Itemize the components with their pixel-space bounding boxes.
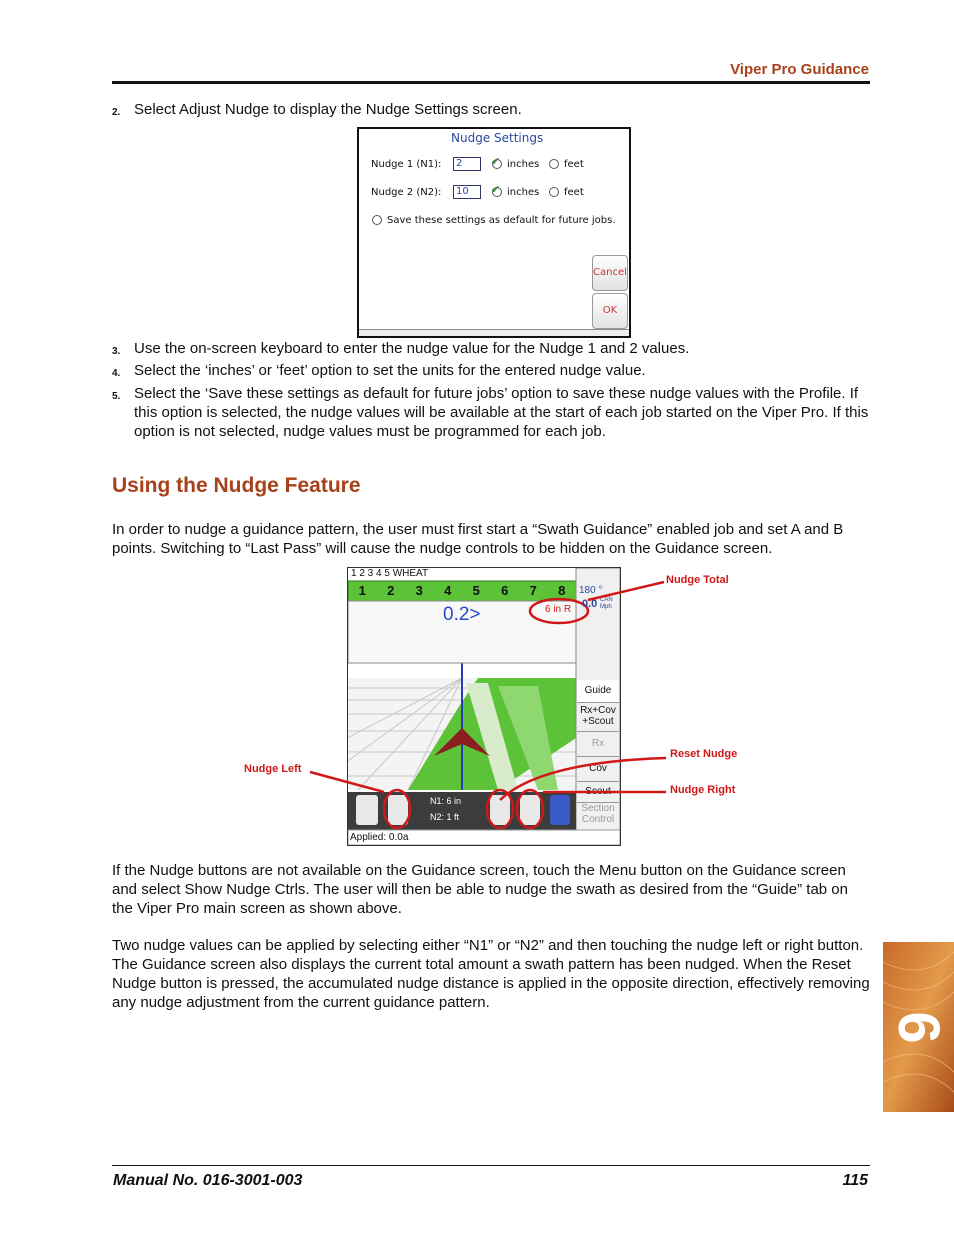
callout-reset-nudge: Reset Nudge [670,748,738,760]
step-number: 5. [112,391,121,402]
nudge2-label: Nudge 2 (N2): [371,187,442,198]
tab-section-control[interactable]: Section Control [581,803,615,825]
step-text: Select the ‘Save these settings as default for future jobs’ option to save these nudge values with the Profile. If this option is selected, the nudge values will be available at the start of each job started on the Viper Pro. If this option is not selected, nudge values must be programmed for each job. [134,385,869,440]
row-number[interactable]: 6 [501,583,509,598]
speed-readout: 0.0 [582,598,598,610]
offset-readout: 0.2> [443,604,481,625]
callout-nudge-right: Nudge Right [670,784,736,796]
tab-scout[interactable]: Scout [577,782,619,803]
step-number: 3. [112,346,121,357]
manual-number: Manual No. 016-3001-003 [113,1172,303,1189]
row-number[interactable]: 2 [387,583,395,598]
n1-value[interactable]: N1: 6 in [430,796,462,806]
paragraph-nudge-buttons: If the Nudge buttons are not available on the Guidance screen, touch the Menu button on the Guidance screen and select Show Nudge Ctrls. The user will then be able to nudge the swath as desired from the “Guide” tab on the Viper Pro main screen as shown above. [112,862,848,917]
n2-inches-label: inches [507,187,540,198]
row-number[interactable]: 8 [558,583,566,598]
tab-cov[interactable]: Cov [577,757,619,782]
row-number[interactable]: 7 [529,583,537,598]
footer-rule [112,1165,870,1166]
page-number: 115 [842,1172,868,1189]
nudge1-input[interactable]: 2 [453,157,481,171]
callout-nudge-left: Nudge Left [244,763,302,775]
section-heading: Using the Nudge Feature [112,474,361,497]
n1-feet-label: feet [564,159,584,170]
chapter-tab [883,942,954,1112]
step-text: Use the on-screen keyboard to enter the nudge value for the Nudge 1 and 2 values. [134,340,690,357]
section-header: Viper Pro Guidance [730,61,869,78]
row-number[interactable]: 5 [472,583,480,598]
row-number[interactable]: 3 [415,583,423,598]
cancel-button[interactable]: Cancel [592,255,628,291]
applied-readout: Applied: 0.0a [350,832,409,843]
paragraph-nudge-values: Two nudge values can be applied by selecting either “N1” or “N2” and then touching the nudge left or right button. The Guidance screen also displays the current total amount a swath pattern has been nudged. When the Reset Nudge button is pressed, the accumulated nudge distance is applied in the opposite direction, effectively removing any nudge adjustment from the current guidance pattern. [112,937,870,1011]
row-number[interactable]: 1 [358,583,366,598]
guidance-top-bar: 1 2 3 4 5 WHEAT [351,568,429,579]
step-text: Select the ‘inches’ or ‘feet’ option to set the units for the entered nudge value. [134,362,646,379]
nudge1-label: Nudge 1 (N1): [371,159,442,170]
n2-value[interactable]: N2: 1 ft [430,812,460,822]
callout-nudge-total: Nudge Total [666,574,729,586]
check-icon: ✔ [491,183,501,196]
step-number: 4. [112,368,121,379]
speed-unit: CAN Mph [600,597,613,610]
tab-rx-cov-scout[interactable]: Rx+Cov +Scout [577,703,619,732]
nudge2-input[interactable]: 10 [453,185,481,199]
step-text: Select Adjust Nudge to display the Nudge Settings screen. [134,101,522,118]
row-number[interactable]: 4 [444,583,452,598]
step-number: 2. [112,107,121,118]
intro-paragraph: In order to nudge a guidance pattern, the user must first start a “Swath Guidance” enabled job and set A and B points. Switching to “Last Pass” will cause the nudge controls to be hidden on the Guidance screen. [112,521,844,557]
n2-feet-label: feet [564,187,584,198]
save-default-label: Save these settings as default for future jobs. [387,215,616,226]
ok-button[interactable]: OK [592,293,628,329]
chapter-number: 6 [886,1011,951,1044]
tab-guide[interactable]: Guide [577,680,619,703]
tab-rx[interactable]: Rx [577,732,619,757]
check-icon: ✔ [491,155,501,168]
nudge-total-readout: 6 in R [545,604,572,615]
heading-readout: 180 ° [579,585,603,596]
nudge-settings-title: Nudge Settings [451,131,544,145]
n1-inches-label: inches [507,159,540,170]
